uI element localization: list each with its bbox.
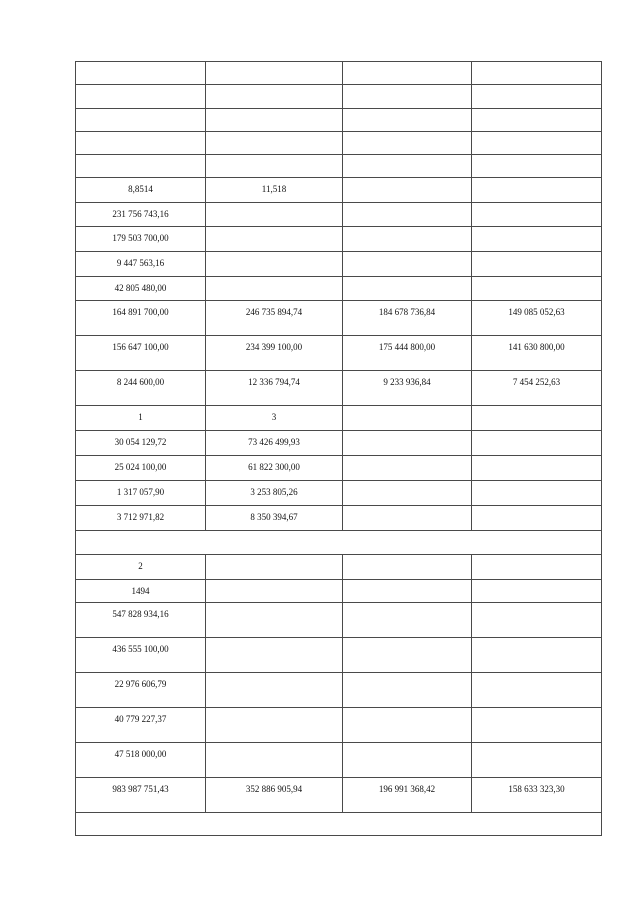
table-cell <box>472 743 602 778</box>
table-cell <box>472 673 602 708</box>
cell-value: 8 244 600,00 <box>116 377 165 387</box>
table-row <box>76 431 602 456</box>
table-cell <box>76 109 206 132</box>
cell-value <box>343 673 471 679</box>
table-cell <box>343 555 472 580</box>
table-cell <box>206 85 343 109</box>
cell-value <box>206 638 342 644</box>
cell-value <box>343 580 471 586</box>
table-row <box>76 85 602 109</box>
cell-value <box>343 555 471 561</box>
cell-value <box>343 62 471 68</box>
table-row <box>76 555 602 580</box>
cell-value <box>343 603 471 609</box>
table-cell <box>206 406 343 431</box>
table-cell <box>343 406 472 431</box>
cell-value: 61 822 300,00 <box>248 462 300 472</box>
table-cell <box>76 708 206 743</box>
table-cell <box>472 456 602 481</box>
cell-value <box>472 743 601 749</box>
cell-value: 547 828 934,16 <box>112 609 169 619</box>
table-row <box>76 580 602 603</box>
cell-value <box>472 638 601 644</box>
cell-value <box>76 109 205 115</box>
table-cell <box>343 178 472 203</box>
table-cell <box>472 132 602 155</box>
table-row <box>76 506 602 531</box>
cell-value: 3 <box>271 412 277 422</box>
cell-value: 184 678 736,84 <box>378 307 436 317</box>
cell-value: 9 233 936,84 <box>383 377 431 387</box>
cell-value <box>472 178 601 184</box>
cell-value <box>206 85 342 91</box>
table-cell <box>76 580 206 603</box>
table-cell <box>206 277 343 301</box>
cell-value <box>472 431 601 437</box>
cell-value: 11,518 <box>261 184 287 194</box>
cell-value <box>206 603 342 609</box>
cell-value <box>76 132 205 138</box>
table-cell <box>472 603 602 638</box>
table-cell <box>206 638 343 673</box>
table-cell <box>472 155 602 178</box>
table-row <box>76 277 602 301</box>
cell-value <box>343 506 471 512</box>
table-cell <box>206 252 343 277</box>
cell-value <box>472 673 601 679</box>
cell-value <box>206 252 342 258</box>
table-cell <box>76 227 206 252</box>
cell-value <box>343 109 471 115</box>
table-cell <box>76 431 206 456</box>
table-row <box>76 456 602 481</box>
table-cell <box>472 301 602 336</box>
cell-value <box>76 531 601 537</box>
table-cell <box>343 708 472 743</box>
cell-value <box>472 506 601 512</box>
table-cell <box>206 481 343 506</box>
cell-value <box>206 132 342 138</box>
table-cell <box>343 203 472 227</box>
data-table <box>75 61 602 836</box>
table-cell <box>206 778 343 813</box>
cell-value: 47 518 000,00 <box>114 749 167 759</box>
table-cell <box>343 336 472 371</box>
table-row <box>76 301 602 336</box>
cell-value <box>472 580 601 586</box>
table-row <box>76 778 602 813</box>
cell-value <box>472 708 601 714</box>
cell-value <box>472 603 601 609</box>
table-cell <box>343 227 472 252</box>
cell-value <box>472 277 601 283</box>
table-cell <box>343 155 472 178</box>
cell-value <box>76 85 205 91</box>
table-cell <box>343 301 472 336</box>
table-row <box>76 203 602 227</box>
table-cell <box>206 301 343 336</box>
cell-value <box>206 227 342 233</box>
cell-value: 234 399 100,00 <box>245 342 303 352</box>
table-cell <box>76 813 602 836</box>
cell-value: 30 054 129,72 <box>114 437 167 447</box>
table-cell <box>472 336 602 371</box>
table-cell <box>206 227 343 252</box>
table-row <box>76 62 602 85</box>
table-cell <box>343 481 472 506</box>
table-cell <box>206 155 343 178</box>
cell-value: 1494 <box>131 586 150 596</box>
table-cell <box>206 580 343 603</box>
cell-value: 40 779 227,37 <box>114 714 167 724</box>
cell-value: 246 735 894,74 <box>245 307 303 317</box>
cell-value <box>472 203 601 209</box>
cell-value <box>472 456 601 462</box>
table-row <box>76 336 602 371</box>
table-cell <box>472 431 602 456</box>
table-cell <box>343 62 472 85</box>
table-cell <box>206 371 343 406</box>
table-cell <box>343 638 472 673</box>
cell-value <box>343 481 471 487</box>
table-cell <box>472 555 602 580</box>
cell-value <box>343 132 471 138</box>
cell-value <box>472 155 601 161</box>
table-cell <box>472 778 602 813</box>
table-cell <box>472 638 602 673</box>
table-cell <box>206 555 343 580</box>
cell-value: 179 503 700,00 <box>112 233 169 243</box>
cell-value <box>343 638 471 644</box>
table-row <box>76 743 602 778</box>
table-cell <box>206 506 343 531</box>
table-row <box>76 178 602 203</box>
cell-value <box>76 155 205 161</box>
table-cell <box>206 132 343 155</box>
cell-value: 436 555 100,00 <box>112 644 169 654</box>
table-cell <box>76 252 206 277</box>
cell-value: 7 454 252,63 <box>512 377 561 387</box>
cell-value: 158 633 323,30 <box>508 784 565 794</box>
cell-value <box>343 155 471 161</box>
table-cell <box>472 85 602 109</box>
cell-value: 3 253 805,26 <box>250 487 298 497</box>
cell-value: 3 712 971,82 <box>116 512 165 522</box>
cell-value <box>343 227 471 233</box>
cell-value <box>343 431 471 437</box>
table-body <box>76 62 602 836</box>
table-cell <box>76 481 206 506</box>
table-cell <box>206 456 343 481</box>
cell-value <box>472 62 601 68</box>
cell-value: 8 350 394,67 <box>250 512 298 522</box>
cell-value <box>343 743 471 749</box>
table-row <box>76 155 602 178</box>
table-row <box>76 813 602 836</box>
table-cell <box>76 155 206 178</box>
table-cell <box>76 406 206 431</box>
cell-value <box>206 109 342 115</box>
table-cell <box>76 132 206 155</box>
table-cell <box>76 277 206 301</box>
cell-value: 983 987 751,43 <box>112 784 169 794</box>
table-cell <box>76 638 206 673</box>
table-cell <box>343 743 472 778</box>
table-cell <box>343 431 472 456</box>
table-cell <box>206 336 343 371</box>
cell-value: 141 630 800,00 <box>508 342 565 352</box>
table-row <box>76 531 602 555</box>
cell-value <box>206 62 342 68</box>
cell-value: 25 024 100,00 <box>114 462 167 472</box>
cell-value: 196 991 368,42 <box>378 784 436 794</box>
table-cell <box>76 85 206 109</box>
table-cell <box>76 506 206 531</box>
cell-value: 8,8514 <box>128 184 153 194</box>
table-cell <box>206 62 343 85</box>
cell-value <box>343 406 471 412</box>
cell-value: 352 886 905,94 <box>245 784 303 794</box>
cell-value <box>343 203 471 209</box>
table-cell <box>76 531 602 555</box>
table-cell <box>343 277 472 301</box>
cell-value <box>206 743 342 749</box>
table-row <box>76 708 602 743</box>
table-cell <box>472 506 602 531</box>
table-cell <box>76 371 206 406</box>
table-cell <box>472 371 602 406</box>
table-row <box>76 638 602 673</box>
table-cell <box>206 178 343 203</box>
table-cell <box>343 132 472 155</box>
table-cell <box>76 178 206 203</box>
cell-value: 9 447 563,16 <box>116 258 165 268</box>
cell-value <box>472 227 601 233</box>
cell-value <box>343 456 471 462</box>
cell-value: 22 976 606,79 <box>114 679 167 689</box>
table-row <box>76 227 602 252</box>
table-cell <box>343 456 472 481</box>
cell-value <box>472 85 601 91</box>
cell-value: 1 <box>138 412 143 422</box>
table-cell <box>472 109 602 132</box>
table-row <box>76 673 602 708</box>
table-cell <box>343 673 472 708</box>
table-cell <box>343 603 472 638</box>
table-cell <box>76 336 206 371</box>
cell-value: 2 <box>138 561 143 571</box>
cell-value <box>343 178 471 184</box>
cell-value <box>472 109 601 115</box>
cell-value <box>472 252 601 258</box>
cell-value <box>76 813 601 819</box>
table-cell <box>472 178 602 203</box>
table-row <box>76 371 602 406</box>
table-cell <box>472 277 602 301</box>
table-cell <box>343 580 472 603</box>
table-cell <box>76 673 206 708</box>
table-cell <box>343 506 472 531</box>
cell-value <box>206 203 342 209</box>
table-cell <box>76 456 206 481</box>
cell-value: 231 756 743,16 <box>112 209 169 219</box>
cell-value: 1 317 057,90 <box>116 487 165 497</box>
table-cell <box>472 481 602 506</box>
cell-value <box>343 708 471 714</box>
table-cell <box>472 580 602 603</box>
table-cell <box>206 673 343 708</box>
cell-value: 12 336 794,74 <box>248 377 300 387</box>
cell-value: 42 805 480,00 <box>114 283 167 293</box>
table-row <box>76 109 602 132</box>
table-cell <box>206 109 343 132</box>
table-cell <box>206 708 343 743</box>
cell-value <box>343 85 471 91</box>
table-cell <box>472 708 602 743</box>
cell-value <box>206 580 342 586</box>
table-cell <box>206 743 343 778</box>
cell-value <box>472 406 601 412</box>
table-cell <box>206 203 343 227</box>
cell-value: 164 891 700,00 <box>112 307 169 317</box>
table-row <box>76 132 602 155</box>
table-cell <box>343 109 472 132</box>
cell-value <box>206 555 342 561</box>
table-cell <box>472 406 602 431</box>
table-cell <box>343 252 472 277</box>
table-cell <box>76 555 206 580</box>
table-row <box>76 252 602 277</box>
table-cell <box>206 431 343 456</box>
table-cell <box>343 371 472 406</box>
cell-value <box>206 673 342 679</box>
cell-value <box>343 277 471 283</box>
table-cell <box>76 301 206 336</box>
cell-value <box>206 708 342 714</box>
cell-value <box>472 555 601 561</box>
table-cell <box>206 603 343 638</box>
table-row <box>76 481 602 506</box>
table-cell <box>472 203 602 227</box>
table-cell <box>76 603 206 638</box>
cell-value: 156 647 100,00 <box>112 342 169 352</box>
cell-value <box>343 252 471 258</box>
table-cell <box>472 252 602 277</box>
table-cell <box>76 203 206 227</box>
table-row <box>76 406 602 431</box>
cell-value <box>76 62 205 68</box>
table-cell <box>343 85 472 109</box>
cell-value: 175 444 800,00 <box>378 342 436 352</box>
table-cell <box>472 227 602 252</box>
table-cell <box>76 62 206 85</box>
table-cell <box>76 778 206 813</box>
cell-value: 149 085 052,63 <box>508 307 565 317</box>
table-cell <box>76 743 206 778</box>
cell-value <box>472 481 601 487</box>
cell-value: 73 426 499,93 <box>248 437 300 447</box>
cell-value <box>206 277 342 283</box>
table-row <box>76 603 602 638</box>
table-cell <box>343 778 472 813</box>
table-cell <box>472 62 602 85</box>
cell-value <box>206 155 342 161</box>
cell-value <box>472 132 601 138</box>
